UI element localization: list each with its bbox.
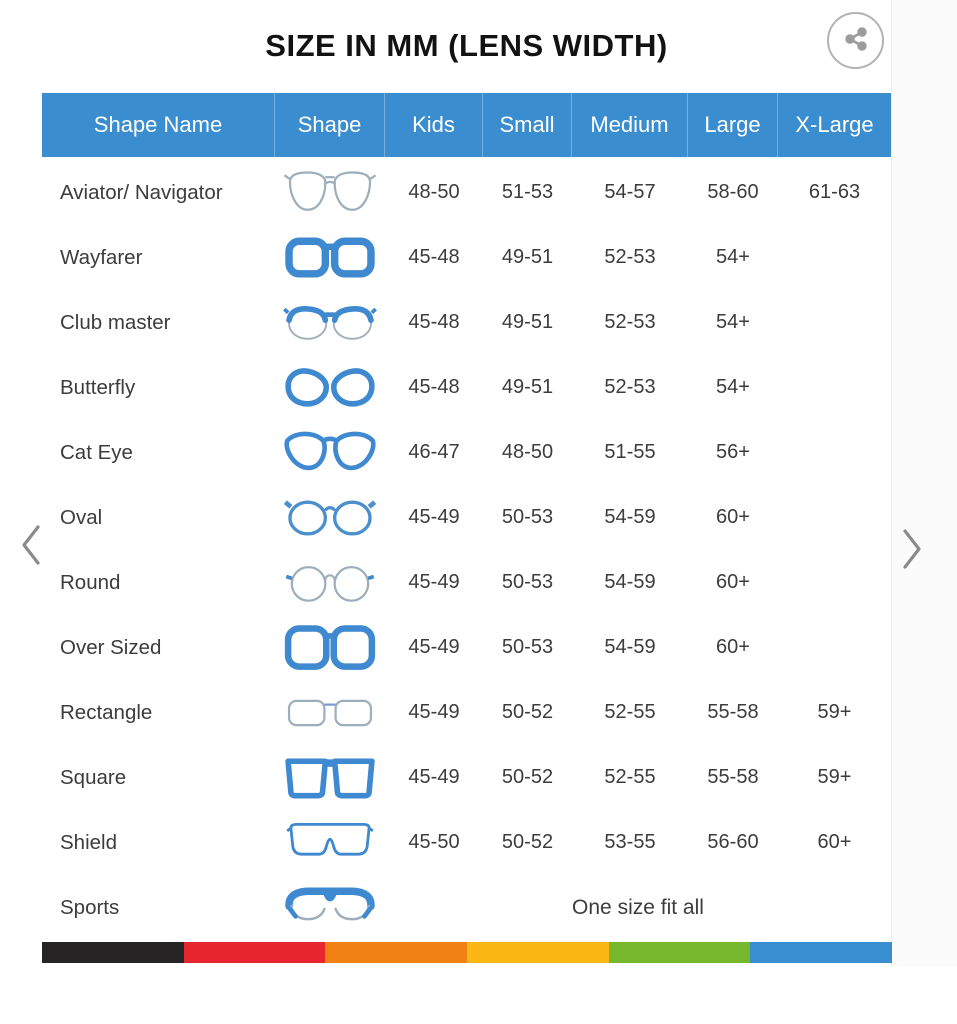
- size-value-large: 54+: [716, 376, 750, 398]
- size-value-small: 50-53: [501, 636, 554, 658]
- size-value-xlarge: 59+: [817, 766, 852, 788]
- size-value-large: 54+: [716, 311, 750, 333]
- column-header-shape-name: Shape Name: [42, 93, 275, 157]
- size-value-small: 50-53: [501, 571, 554, 593]
- size-value-medium: 54-57: [604, 181, 656, 203]
- page-title: SIZE IN MM (LENS WIDTH): [265, 28, 668, 63]
- aviator-glasses-icon: [275, 166, 385, 220]
- size-value-medium: 54-59: [604, 571, 656, 593]
- column-header-small: Small: [483, 93, 572, 157]
- table-body: [42, 160, 891, 940]
- size-value-kids: 45-48: [408, 311, 460, 333]
- size-value-small: 49-51: [501, 246, 554, 268]
- shape-name-label: Cat Eye: [60, 440, 133, 464]
- table-row: [42, 680, 891, 745]
- round-glasses-icon: [275, 556, 385, 610]
- size-value-large: 60+: [716, 571, 750, 593]
- color-bar-segment: [609, 942, 751, 963]
- brand-color-bar: [42, 942, 892, 963]
- size-value-small: 51-53: [501, 181, 554, 203]
- size-value-kids: 45-49: [408, 701, 460, 723]
- shape-name-label: Square: [60, 765, 127, 789]
- table-row: [42, 875, 891, 940]
- column-header-kids: Kids: [385, 93, 483, 157]
- size-table: [42, 93, 891, 919]
- table-row: [42, 550, 891, 615]
- size-value-large: 55-58: [707, 766, 759, 788]
- shape-name-label: Sports: [60, 895, 120, 919]
- size-value-medium: 54-59: [604, 636, 656, 658]
- column-header-medium: Medium: [572, 93, 688, 157]
- shape-name-label: Butterfly: [60, 375, 136, 399]
- size-value-medium: 53-55: [604, 831, 656, 853]
- table-row: [42, 290, 891, 355]
- square-glasses-icon: [275, 751, 385, 805]
- table-row: [42, 160, 891, 225]
- size-value-kids: 45-50: [408, 831, 460, 853]
- size-value-large: 60+: [716, 636, 750, 658]
- size-value-kids: 46-47: [408, 441, 460, 463]
- size-value-medium: 52-53: [604, 246, 656, 268]
- shape-name-label: Rectangle: [60, 700, 153, 724]
- size-value-large: 56+: [716, 441, 750, 463]
- table-row: [42, 485, 891, 550]
- color-bar-segment: [467, 942, 609, 963]
- shape-name-label: Shield: [60, 830, 117, 854]
- table-row: [42, 615, 891, 680]
- cateye-glasses-icon: [275, 426, 385, 480]
- oversized-glasses-icon: [275, 621, 385, 675]
- size-value-xlarge: 61-63: [808, 181, 861, 203]
- size-value-xlarge: 59+: [817, 701, 852, 723]
- size-value-small: 49-51: [501, 376, 554, 398]
- shape-name-label: Aviator/ Navigator: [60, 180, 223, 204]
- size-value-large: 56-60: [707, 831, 759, 853]
- size-value-medium: 52-53: [604, 376, 656, 398]
- table-row: [42, 355, 891, 420]
- size-value-small: 50-52: [501, 701, 554, 723]
- size-value-kids: 45-49: [408, 636, 460, 658]
- carousel-prev-button[interactable]: [16, 523, 46, 567]
- column-header-shape: Shape: [275, 93, 385, 157]
- shield-glasses-icon: [275, 816, 385, 870]
- shape-name-label: Round: [60, 570, 121, 594]
- butterfly-glasses-icon: [275, 361, 385, 415]
- size-value-kids: 48-50: [408, 181, 460, 203]
- oval-glasses-icon: [275, 491, 385, 545]
- column-header-large: Large: [688, 93, 778, 157]
- share-button[interactable]: [827, 12, 884, 69]
- size-value-small: 50-53: [501, 506, 554, 528]
- one-size-label: One size fit all: [572, 895, 704, 919]
- size-value-small: 48-50: [501, 441, 554, 463]
- size-value-medium: 52-55: [604, 766, 656, 788]
- size-value-small: 50-52: [501, 831, 554, 853]
- clubmaster-glasses-icon: [275, 296, 385, 350]
- size-value-medium: 51-55: [604, 441, 656, 463]
- table-row: [42, 225, 891, 290]
- size-value-large: 55-58: [707, 701, 759, 723]
- size-value-medium: 52-53: [604, 311, 656, 333]
- card-right-gutter: [891, 0, 957, 966]
- shape-name-label: Over Sized: [60, 635, 162, 659]
- color-bar-segment: [750, 942, 892, 963]
- size-value-small: 49-51: [501, 311, 554, 333]
- size-value-large: 58-60: [707, 181, 759, 203]
- size-value-kids: 45-49: [408, 571, 460, 593]
- rectangle-glasses-icon: [275, 686, 385, 740]
- share-icon: [841, 24, 871, 57]
- size-value-medium: 52-55: [604, 701, 656, 723]
- size-value-kids: 45-48: [408, 376, 460, 398]
- carousel-next-button[interactable]: [897, 527, 927, 571]
- size-value-large: 60+: [716, 506, 750, 528]
- size-value-xlarge: 60+: [817, 831, 852, 853]
- size-value-kids: 45-48: [408, 246, 460, 268]
- shape-name-label: Wayfarer: [60, 245, 143, 269]
- table-row: [42, 745, 891, 810]
- color-bar-segment: [325, 942, 467, 963]
- wayfarer-glasses-icon: [275, 231, 385, 285]
- color-bar-segment: [184, 942, 326, 963]
- size-value-medium: 54-59: [604, 506, 656, 528]
- size-value-kids: 45-49: [408, 506, 460, 528]
- shape-name-label: Club master: [60, 310, 171, 334]
- table-row: [42, 810, 891, 875]
- color-bar-segment: [42, 942, 184, 963]
- size-value-large: 54+: [716, 246, 750, 268]
- size-value-kids: 45-49: [408, 766, 460, 788]
- table-row: [42, 420, 891, 485]
- sports-glasses-icon: [275, 881, 385, 935]
- size-value-small: 50-52: [501, 766, 554, 788]
- column-header-xlarge: X-Large: [795, 112, 874, 137]
- table-header-row: [42, 93, 891, 157]
- chevron-left-icon: [16, 555, 46, 570]
- chevron-right-icon: [897, 559, 927, 574]
- shape-name-label: Oval: [60, 505, 103, 529]
